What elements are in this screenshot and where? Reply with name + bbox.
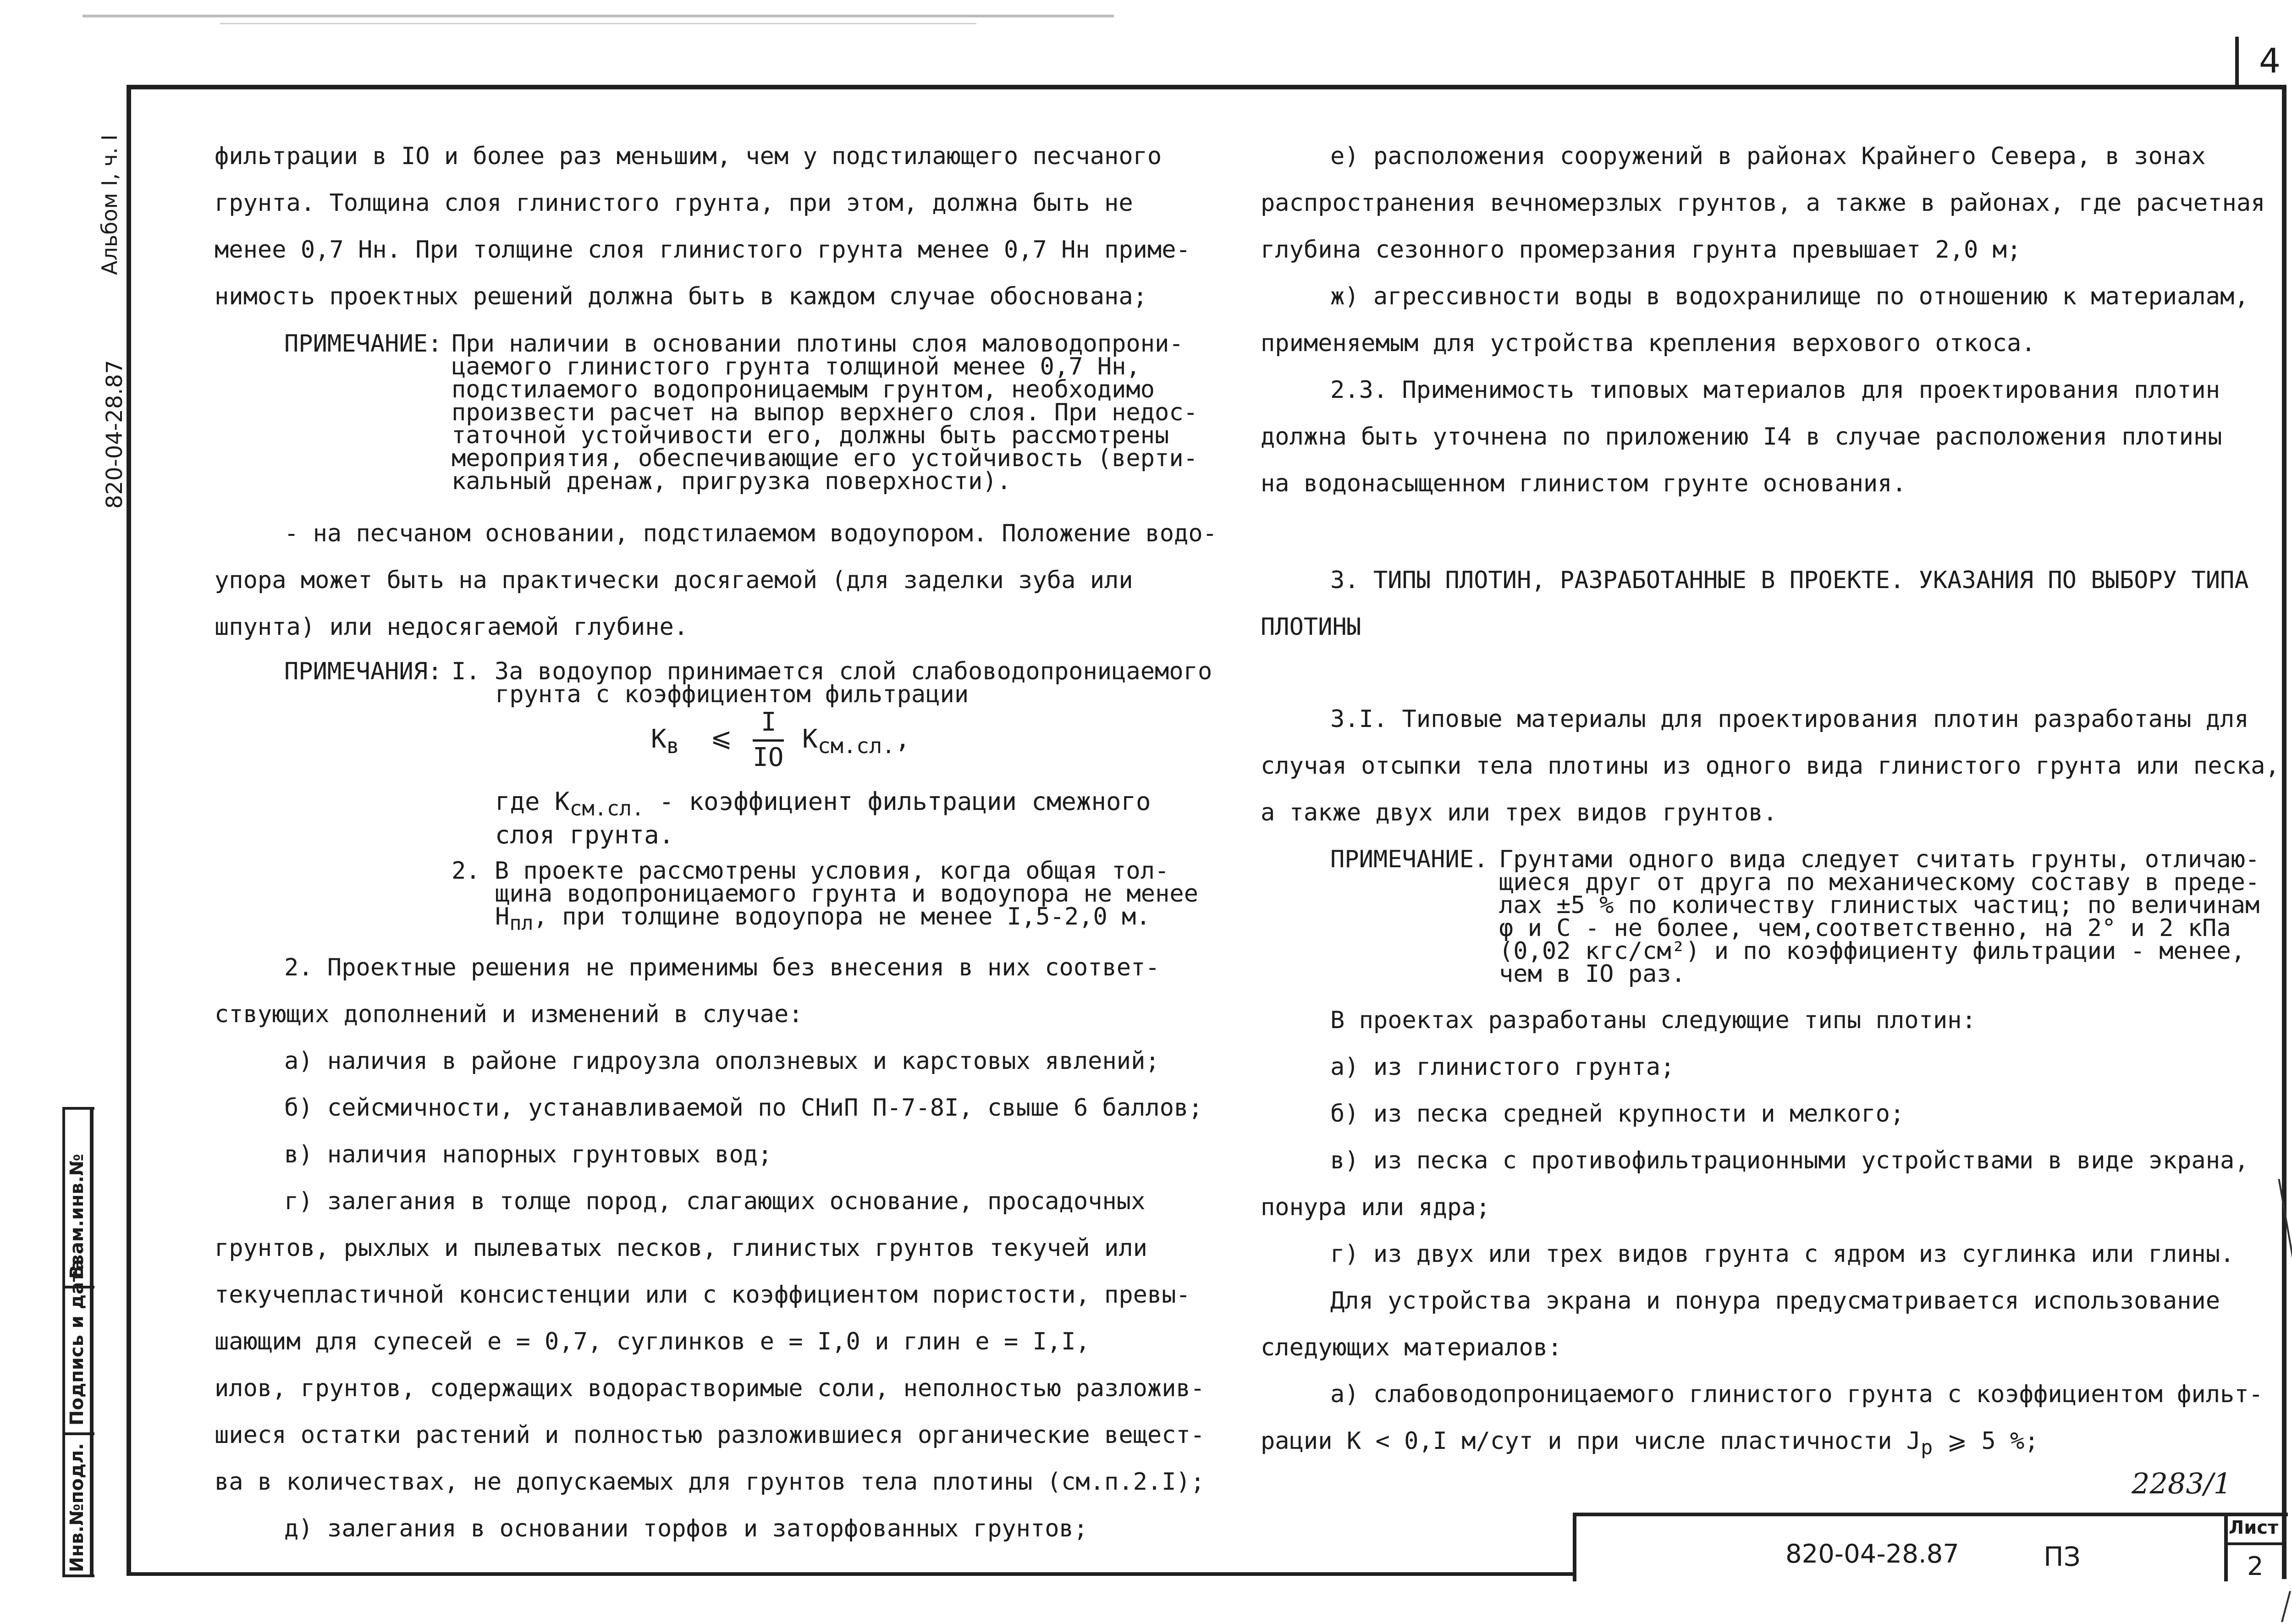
text-line: на водонасыщенном глинистом грунте основания. xyxy=(1261,470,1906,497)
stamp-doc-type: ПЗ xyxy=(2044,1541,2081,1572)
right-paragraph-1 xyxy=(1261,133,2265,507)
section-heading xyxy=(1261,557,2249,650)
left-paragraph-3 xyxy=(215,944,1205,1552)
text-line: рации К < 0,I м/сут и при числе пластичности J xyxy=(1261,1427,1921,1455)
text-line: ва в количествах, не допускаемых для грунтов тела плотины (см.п.2.I); xyxy=(215,1468,1205,1496)
text-line: распространения вечномерзлых грунтов, а также в районах, где расчетная xyxy=(1261,189,2265,217)
text-subscript: р xyxy=(1921,1436,1933,1459)
formula-subscript: в xyxy=(666,734,679,759)
scan-line xyxy=(220,23,976,24)
sidebar-stamp-inv-podl: Инв.№подл. xyxy=(66,1443,88,1572)
text-line: кальный дренаж, пригрузка поверхности). xyxy=(452,468,1011,495)
text-line: цаемого глинистого грунта толщиной менее 0,7 Нн, xyxy=(452,353,1140,380)
sidebar-stamp-divider xyxy=(62,1432,94,1435)
frame-border-right xyxy=(2282,85,2286,1579)
sidebar-stamp-vzam-inv: Взам.инв.№ xyxy=(66,1154,88,1279)
frame-border-left xyxy=(127,85,131,1572)
formula-symbol: ⩽ xyxy=(711,723,732,753)
note-1-label: ПРИМЕЧАНИЕ: xyxy=(284,330,442,358)
text-line: применяемым для устройства крепления верхового откоса. xyxy=(1261,330,2036,357)
list-item: а) наличия в районе гидроузла оползневых и карстовых явлений; xyxy=(284,1047,1160,1075)
text-line: При наличии в основании плотины слоя маловодопрони- xyxy=(452,330,1184,358)
text-line: шающим для супесей е = 0,7, суглинков е = I,0 и глин е = I,I, xyxy=(215,1328,1090,1355)
text-line: грунтов, рыхлых и пылеватых песков, глинистых грунтов текучей или xyxy=(215,1234,1147,1262)
list-item: д) залегания в основании торфов и заторфованных грунтов; xyxy=(284,1515,1088,1542)
text-line: а также двух или трех видов грунтов. xyxy=(1261,799,1778,826)
list-item: е) расположения сооружений в районах Крайнего Севера, в зонах xyxy=(1330,143,2206,170)
album-label: Альбом I, ч. I xyxy=(97,134,122,275)
text-line: щиеся друг от друга по механическому составу в преде- xyxy=(1499,869,2260,896)
text-line: ⩾ 5 %; xyxy=(1933,1427,2039,1455)
text-line: - на песчаном основании, подстилаемом водоупором. Положение водо- xyxy=(284,520,1217,547)
right-paragraph-2 xyxy=(1261,696,2280,836)
note-2-item-1 xyxy=(452,660,1212,706)
list-item: а) из глинистого грунта; xyxy=(1330,1053,1675,1081)
scan-line xyxy=(83,15,1114,17)
list-item: в) наличия напорных грунтовых вод; xyxy=(284,1141,772,1168)
text-line: В проектах разработаны следующие типы плотин: xyxy=(1330,1007,1976,1034)
formula-symbol: К xyxy=(802,724,818,754)
stamp-border xyxy=(2224,1542,2286,1545)
sidebar-stamp-divider xyxy=(62,1574,94,1577)
page-number: 4 xyxy=(2259,41,2281,81)
stamp-border xyxy=(2224,1513,2228,1581)
text-line: грунта. Толщина слоя глинистого грунта, при этом, должна быть не xyxy=(215,189,1133,217)
text-line: следующих материалов: xyxy=(1261,1334,1562,1361)
list-item: г) залегания в толще пород, слагающих основание, просадочных xyxy=(284,1188,1146,1215)
heading-line: ПЛОТИНЫ xyxy=(1261,613,1361,641)
text-line: 3.I. Типовые материалы для проектирования плотин разработаны для xyxy=(1330,705,2249,733)
formula-numerator: I xyxy=(761,707,777,737)
stamp-sheet-number: 2 xyxy=(2247,1552,2264,1581)
pen-mark xyxy=(2281,1591,2291,1623)
sidebar-doc-code: 820-04-28.87 xyxy=(102,360,127,509)
stamp-sheet-label: Лист xyxy=(2229,1517,2279,1538)
text-line: , при толщине водоупора не менее I,5-2,0 м. xyxy=(533,903,1151,930)
text-line: - коэффициент фильтрации смежного xyxy=(644,787,1151,816)
list-item: ж) агрессивности воды в водохранилище по отношению к материалам, xyxy=(1330,283,2249,310)
text-line: понура или ядра; xyxy=(1261,1194,1490,1221)
text-line: шиеся остатки растений и полностью разложившиеся органические вещест- xyxy=(215,1421,1205,1449)
text-line: 2. В проекте рассмотрены условия, когда общая тол- xyxy=(452,857,1169,885)
sidebar-stamp-line xyxy=(90,1107,94,1577)
text-line: 2. Проектные решения не применимы без внесения в них соответ- xyxy=(284,954,1160,981)
note-3-label: ПРИМЕЧАНИЕ. xyxy=(1330,846,1488,873)
note-2-label: ПРИМЕЧАНИЯ: xyxy=(284,658,442,685)
formula-explanation xyxy=(495,788,1151,848)
text-line: чем в IO раз. xyxy=(1499,960,1686,988)
text-line: φ и С - не более, чем,соответственно, на 2° и 2 кПа xyxy=(1499,914,2231,942)
text-line: упора может быть на практически досягаемой (для заделки зуба или xyxy=(215,567,1133,594)
text-line: грунта с коэффициентом фильтрации xyxy=(495,681,969,708)
filtration-formula xyxy=(651,707,1018,782)
sidebar-stamp-signature-date: Подпись и дата xyxy=(66,1259,88,1426)
text-line: фильтрации в IO и более раз меньшим, чем у подстилающего песчаного xyxy=(215,143,1162,170)
formula-subscript: см.сл. xyxy=(569,796,645,820)
frame-border-top xyxy=(128,85,2286,89)
text-line: (0,02 кгс/см²) и по коэффициенту фильтрации - менее, xyxy=(1499,937,2245,965)
stamp-doc-code: 820-04-28.87 xyxy=(1785,1539,1959,1569)
note-1 xyxy=(452,332,1198,493)
text-line: подстилаемого водопроницаемым грунтом, необходимо xyxy=(452,376,1155,403)
text-line: лах ±5 % по количеству глинистых частиц; по величинам xyxy=(1499,892,2260,919)
page-number-divider xyxy=(2235,37,2239,87)
text-line: слоя грунта. xyxy=(495,820,674,849)
text-line: случая отсыпки тела плотины из одного вида глинистого грунта или песка, xyxy=(1261,752,2280,780)
list-item: а) слабоводопроницаемого глинистого грунта с коэффициентом фильт- xyxy=(1330,1381,2263,1408)
list-item: в) из песка с противофильтрационными устройствами в виде экрана, xyxy=(1330,1147,2249,1174)
list-item: б) из песка средней крупности и мелкого; xyxy=(1330,1100,1905,1128)
formula-subscript: см.сл. xyxy=(817,734,895,759)
note-3 xyxy=(1499,846,2260,988)
text-line: текучепластичной консистенции или с коэффициентом пористости, превы- xyxy=(215,1281,1190,1309)
text-line: илов, грунтов, содержащих водорастворимые соли, неполностью разложив- xyxy=(215,1375,1205,1402)
left-paragraph-1 xyxy=(215,133,1190,320)
sidebar-stamp-line xyxy=(62,1107,65,1577)
text-line: ствующих дополнений и изменений в случае: xyxy=(215,1001,803,1028)
text-line: таточной устойчивости его, должны быть рассмотрены xyxy=(452,422,1169,449)
list-item: г) из двух или трех видов грунта с ядром из суглинка или глины. xyxy=(1330,1240,2235,1268)
text-line: I. За водоупор принимается слой слабоводопроницаемого xyxy=(452,658,1212,685)
heading-line: 3. ТИПЫ ПЛОТИН, РАЗРАБОТАННЫЕ В ПРОЕКТЕ. УКАЗАНИЯ ПО ВЫБОРУ ТИПА xyxy=(1330,567,2249,594)
text-line: менее 0,7 Нн. При толщине слоя глинистого грунта менее 0,7 Нн приме- xyxy=(215,236,1190,264)
text-subscript: пл xyxy=(509,912,534,935)
right-paragraph-3 xyxy=(1261,997,2263,1471)
text-line: Для устройства экрана и понура предусматривается использование xyxy=(1330,1287,2220,1315)
formula-symbol: , xyxy=(895,724,910,754)
left-paragraph-2 xyxy=(215,510,1217,650)
note-2-item-2 xyxy=(452,859,1198,935)
text-line: мероприятия, обеспечивающие его устойчивость (верти- xyxy=(452,445,1198,472)
text-line: 2.3. Применимость типовых материалов для проектирования плотин xyxy=(1330,376,2220,404)
text-line: произвести расчет на выпор верхнего слоя. При недос- xyxy=(452,399,1198,426)
text-line: Н xyxy=(495,903,510,930)
text-line: шпунта) или недосягаемой глубине. xyxy=(215,613,689,641)
handwritten-number: 2283/1 xyxy=(2132,1467,2232,1500)
text-line: глубина сезонного промерзания грунта превышает 2,0 м; xyxy=(1261,236,2022,264)
fraction-bar xyxy=(753,739,784,742)
formula-symbol: К xyxy=(651,724,667,754)
text-line: где К xyxy=(495,787,570,816)
formula-denominator: IO xyxy=(753,743,784,772)
frame-border-bottom xyxy=(127,1572,1573,1576)
text-line: Грунтами одного вида следует считать грунты, отличаю- xyxy=(1499,846,2260,873)
text-line: нимость проектных решений должна быть в каждом случае обоснована; xyxy=(215,283,1147,310)
text-line: должна быть уточнена по приложению I4 в случае расположения плотины xyxy=(1261,423,2222,451)
text-line: щина водопроницаемого грунта и водоупора не менее xyxy=(495,880,1199,908)
stamp-border xyxy=(1573,1513,1576,1581)
sidebar-stamp-divider xyxy=(62,1107,94,1110)
stamp-border xyxy=(1573,1513,2288,1516)
list-item: б) сейсмичности, устанавливаемой по СНиП П-7-8I, свыше 6 баллов; xyxy=(284,1094,1203,1122)
